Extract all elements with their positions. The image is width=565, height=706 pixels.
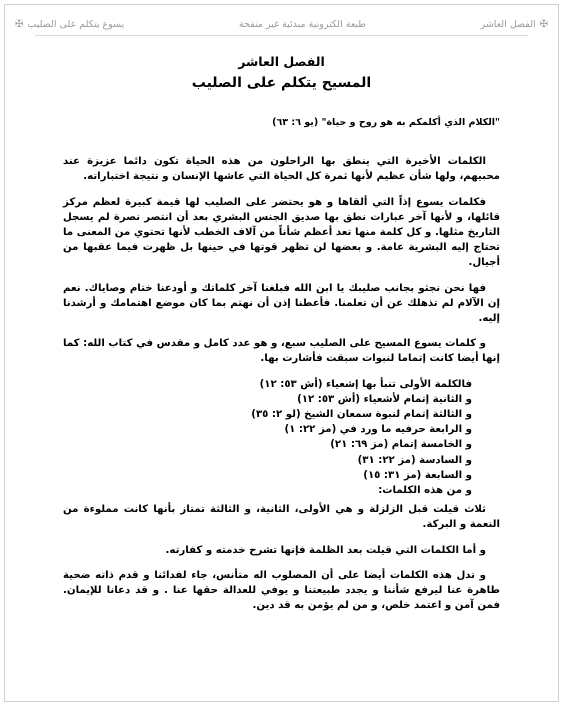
header-chapter	[481, 19, 548, 30]
paragraph: ثلاث قيلت قبل الزلزلة و هي الأولى، الثانية، و الثالثة تمتاز بأنها كانت مملوءة من النعمة و البركة.	[63, 504, 500, 531]
list-item: فالكلمة الأولى تنبأ بها إشعياء (أش ٥٣: ١٢)	[259, 378, 472, 390]
header-edition	[239, 19, 366, 30]
header-chapter-label: الفصل العاشر	[480, 18, 536, 30]
list-item: و الثالثة إتمام لنبوة سمعان الشيخ (لو ٢: ٣٥)	[251, 409, 472, 421]
paragraph: و تدل هذه الكلمات أيضا على أن المصلوب اله متأنس، جاء لفدائنا و قدم ذاته ضحية طاهرة عنا ليرفع شأننا و يجدد طبيعتنا و يوفي للعدالة حقها عنا . و قد دعانا للإيمان. فمن آمن و اعتمد خلص، و من لم يؤمن به قد دين.	[63, 569, 500, 612]
header-book	[15, 19, 124, 30]
paragraph: الكلمات الأخيرة التي ينطق بها الراحلون من هذه الحياة تكون دائما عزيزة عند محبيهم، ولها شأن عظيم لأنها ثمرة كل الحياة التي عاشها الإنسان و نتيجة اختباراته.	[63, 156, 500, 183]
list-item: و الخامسة إتمام (مز ٦٩: ٢١)	[330, 439, 472, 451]
cross-icon: ✠	[539, 18, 548, 30]
paragraph: فكلمات يسوع إذاً التي ألقاها و هو يحتضر على الصليب لها قيمة كبيرة لعظم مركز قائلها، و لأنها آخر عبارات نطق بها صديق الجنس البشري بعد أن انتصر نصرة لم يسجل التاريخ مثلها. و كل كلمة منها تعد أعظم شأناً من آلاف الخطب لأنها تحتوي من المعنى ما تحتاج إليه البشرية عامة. و بعضها لن تظهر قوتها في حينها بل ظهرت فيما عقبها من أجيال.	[63, 196, 500, 269]
header-book-label: يسوع يتكلم على الصليب	[27, 18, 125, 30]
list-item: و الرابعة حرفيه ما ورد في (مز ٢٢: ١)	[284, 424, 472, 436]
paragraph: و كلمات يسوع المسيح على الصليب سبع، و هو عدد كامل و مقدس في كتاب الله: كما إنها أيضا كانت إتماما لنبوات سبقت فأشارت بها.	[63, 338, 500, 365]
paragraph: و أما الكلمات التي قيلت بعد الظلمة فإنها تشرح خدمته و كفارته.	[165, 544, 486, 556]
page	[4, 4, 559, 702]
sayings-list	[63, 377, 500, 499]
chapter-label: الفصل العاشر	[238, 54, 325, 69]
chapter-title: المسيح يتكلم على الصليب	[191, 75, 372, 91]
epigraph: "الكلام الذي أكلمكم به هو روح و حياة" (يو ٦: ٦٣)	[272, 117, 500, 128]
running-header	[15, 13, 548, 35]
paragraph: فها نحن نجثو بجانب صليبك يا ابن الله فبلغنا آخر كلماتك و أودعنا ختام وصاياك. نعم إن الآلام لم تذهلك عن أن تعلمنا. فأعطنا إذن أن نهتم بما كان موضع اهتمامك و أرشدنا إليه.	[63, 282, 500, 325]
list-item: و السابعة (مز ٣١: ١٥)	[363, 469, 472, 481]
list-item: و السادسة (مز ٢٢: ٣١)	[357, 454, 472, 466]
list-item: و الثانية إتمام لأشعياء (أش ٥٣: ١٢)	[297, 393, 472, 405]
cross-icon: ✠	[15, 18, 24, 30]
list-item: و من هذه الكلمات:	[378, 485, 472, 497]
header-edition-label: طبعة الكترونية مبدئية غير منقحة	[238, 18, 366, 30]
page-body	[63, 49, 500, 623]
header-divider	[35, 35, 528, 36]
